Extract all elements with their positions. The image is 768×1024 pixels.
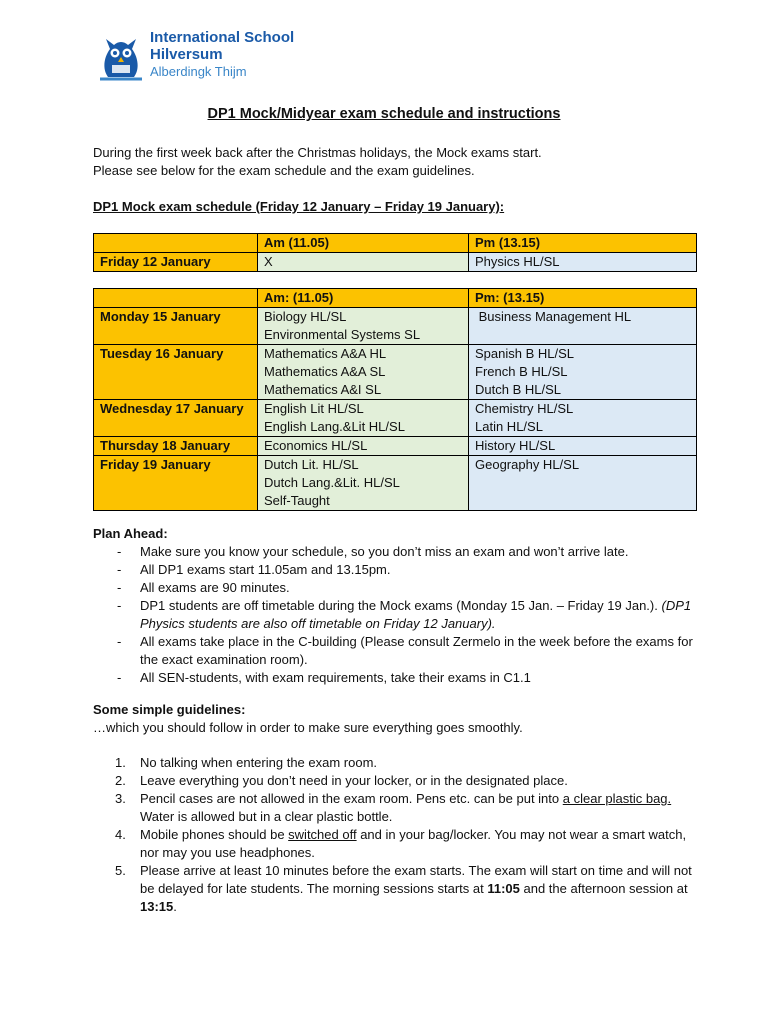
pm-cell xyxy=(469,345,697,400)
subject: Environmental Systems SL xyxy=(264,327,421,342)
plan-ahead-heading: Plan Ahead: xyxy=(93,526,168,541)
intro-paragraph xyxy=(93,144,542,180)
list-item-text: DP1 students are off timetable during the Mock exams (Monday 15 Jan. – Friday 19 Jan.). xyxy=(140,598,658,613)
school-logo xyxy=(98,29,318,84)
intro-line-1: During the first week back after the Christmas holidays, the Mock exams start. xyxy=(93,145,542,160)
header-am-cell: Am (11.05) xyxy=(258,234,469,253)
item-text: and in your bag/locker. You may not wear a smart watch, nor may you use headphones. xyxy=(140,827,687,860)
day-cell: Wednesday 17 January xyxy=(94,400,258,437)
subject: X xyxy=(264,254,273,269)
am-cell xyxy=(258,253,469,272)
item-text: Leave everything you don’t need in your locker, or in the designated place. xyxy=(140,773,568,788)
subject: Economics HL/SL xyxy=(264,438,368,453)
subject: Business Management HL xyxy=(475,309,632,324)
list-item xyxy=(93,772,693,790)
item-number: 1. xyxy=(115,755,126,770)
subject: History HL/SL xyxy=(475,438,556,453)
day-cell: Friday 12 January xyxy=(94,253,258,272)
logo-name-line3: Alberdingk Thijm xyxy=(150,64,247,79)
day-cell: Monday 15 January xyxy=(94,308,258,345)
guidelines-list xyxy=(93,754,693,916)
header-day-cell xyxy=(94,289,258,308)
list-item xyxy=(93,597,693,633)
owl-crest-icon xyxy=(98,29,144,83)
item-number: 5. xyxy=(115,863,126,878)
morning-time: 11:05 xyxy=(487,881,520,896)
header-pm-cell: Pm: (13.15) xyxy=(469,289,697,308)
item-text: Please arrive at least 10 minutes before the exam starts. The exam will start on time and will not be delayed for late students. The morning sessions starts at xyxy=(140,863,692,896)
clear-bag-emphasis: a clear plastic bag. xyxy=(562,791,672,806)
am-cell xyxy=(258,437,469,456)
schedule-table-1 xyxy=(93,233,697,272)
list-item xyxy=(93,754,693,772)
am-cell xyxy=(258,400,469,437)
list-item xyxy=(93,790,693,826)
day-cell: Tuesday 16 January xyxy=(94,345,258,400)
page-title: DP1 Mock/Midyear exam schedule and instructions xyxy=(207,106,561,122)
am-cell xyxy=(258,345,469,400)
header-day-cell xyxy=(94,234,258,253)
item-text: and the afternoon session at xyxy=(519,881,688,896)
list-item xyxy=(93,826,693,862)
table-row xyxy=(94,400,697,437)
list-item: - All exams are 90 minutes. xyxy=(93,579,693,597)
list-item xyxy=(93,862,693,916)
day-cell: Friday 19 January xyxy=(94,456,258,511)
list-item: - All SEN-students, with exam requirements, take their exams in C1.1 xyxy=(93,669,693,687)
table-row xyxy=(94,308,697,345)
pm-cell xyxy=(469,456,697,511)
logo-name-line1: International School xyxy=(150,29,295,46)
list-item: - All exams take place in the C-building (Please consult Zermelo in the week before the exams for the exact examination room). xyxy=(93,633,693,669)
subject: English Lit HL/SL xyxy=(264,401,364,416)
item-text: No talking when entering the exam room. xyxy=(140,755,378,770)
subject: Mathematics A&A HL xyxy=(264,346,387,361)
header-am-cell: Am: (11.05) xyxy=(258,289,469,308)
subject: Spanish B HL/SL xyxy=(475,346,575,361)
logo-name-line2: Hilversum xyxy=(150,46,223,63)
table-header-row xyxy=(94,289,697,308)
plan-ahead-list xyxy=(93,543,693,687)
afternoon-time: 13:15 xyxy=(140,899,174,914)
item-number: 2. xyxy=(115,773,126,788)
item-number: 3. xyxy=(115,791,126,806)
subject: Mathematics A&I SL xyxy=(264,382,382,397)
subject: Self-Taught xyxy=(264,493,330,508)
intro-line-2: Please see below for the exam schedule and the exam guidelines. xyxy=(93,163,475,178)
am-cell xyxy=(258,456,469,511)
subject: Dutch B HL/SL xyxy=(475,382,561,397)
schedule-heading: DP1 Mock exam schedule (Friday 12 January – Friday 19 January): xyxy=(93,199,505,214)
subject: Physics HL/SL xyxy=(475,254,560,269)
pm-cell xyxy=(469,437,697,456)
subject: Latin HL/SL xyxy=(475,419,543,434)
pm-cell xyxy=(469,253,697,272)
physics-note: (DP1 Physics students are also off timetable on Friday 12 January). xyxy=(140,598,692,631)
item-text: Mobile phones should be xyxy=(140,827,289,842)
subject: Biology HL/SL xyxy=(264,309,347,324)
am-cell xyxy=(258,308,469,345)
table-row xyxy=(94,456,697,511)
header-pm-cell: Pm (13.15) xyxy=(469,234,697,253)
table-header-row xyxy=(94,234,697,253)
subject: Mathematics A&A SL xyxy=(264,364,386,379)
item-text: Water is allowed but in a clear plastic bottle. xyxy=(140,809,393,824)
list-item: - All DP1 exams start 11.05am and 13.15pm. xyxy=(93,561,693,579)
list-item: - Make sure you know your schedule, so you don’t miss an exam and won’t arrive late. xyxy=(93,543,693,561)
guidelines-subheading: …which you should follow in order to make sure everything goes smoothly. xyxy=(93,720,523,735)
table-row xyxy=(94,437,697,456)
subject: English Lang.&Lit HL/SL xyxy=(264,419,405,434)
pm-cell xyxy=(469,400,697,437)
subject: Dutch Lit. HL/SL xyxy=(264,457,359,472)
pm-cell xyxy=(469,308,697,345)
switched-off-emphasis: switched off xyxy=(288,827,357,842)
schedule-table-2 xyxy=(93,288,697,511)
subject: French B HL/SL xyxy=(475,364,568,379)
guidelines-heading: Some simple guidelines: xyxy=(93,702,246,717)
item-number: 4. xyxy=(115,827,126,842)
item-text: . xyxy=(173,899,177,914)
subject: Chemistry HL/SL xyxy=(475,401,574,416)
table-row xyxy=(94,345,697,400)
item-text: Pencil cases are not allowed in the exam room. Pens etc. can be put into xyxy=(140,791,563,806)
day-cell: Thursday 18 January xyxy=(94,437,258,456)
subject: Geography HL/SL xyxy=(475,457,580,472)
table-row xyxy=(94,253,697,272)
subject: Dutch Lang.&Lit. HL/SL xyxy=(264,475,400,490)
